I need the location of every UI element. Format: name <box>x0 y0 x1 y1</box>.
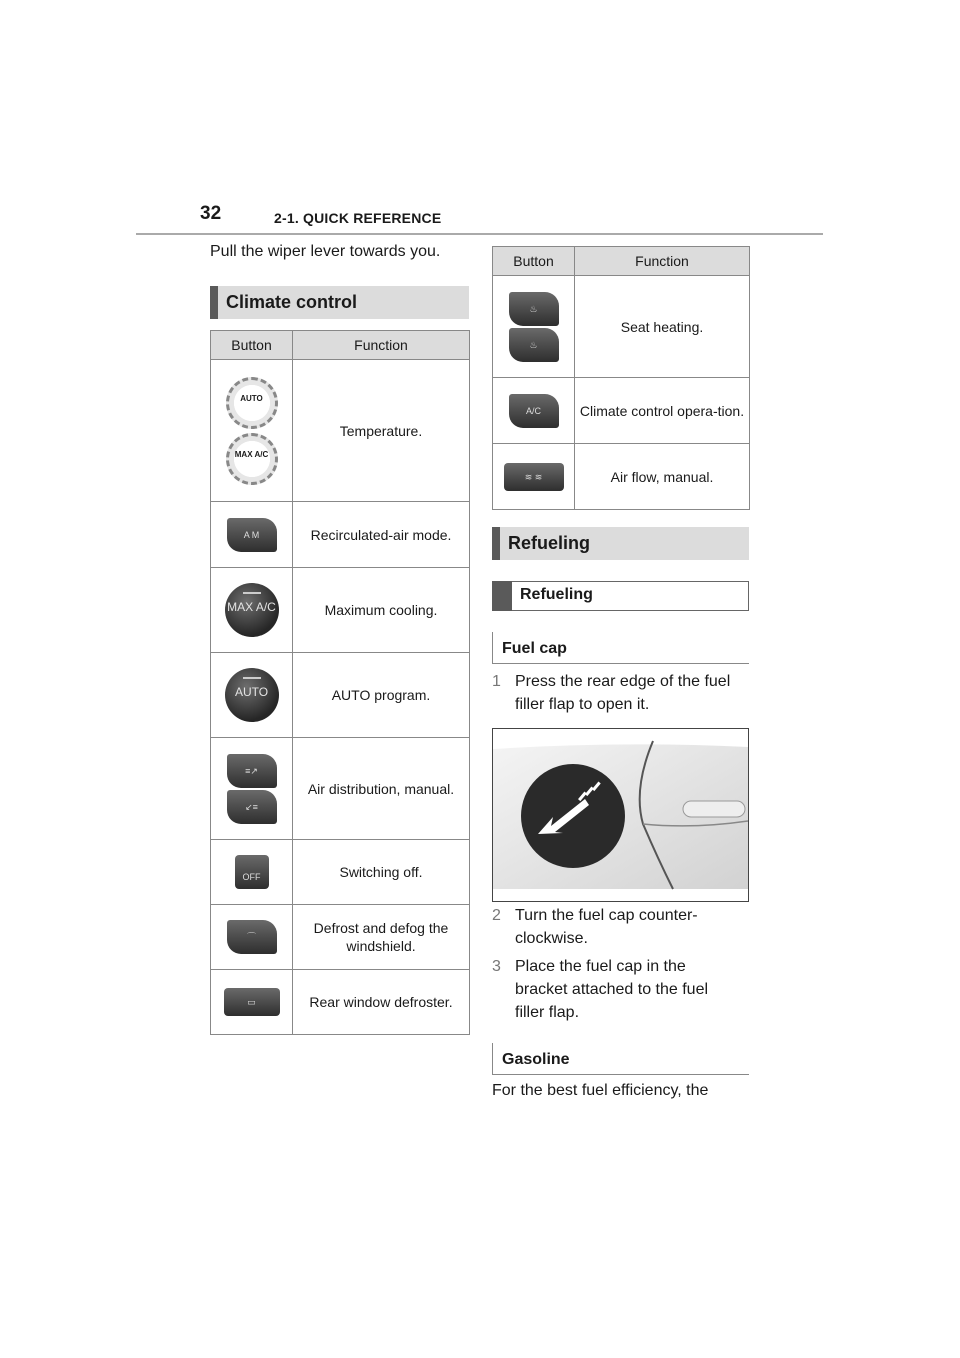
gasoline-heading <box>492 1043 749 1075</box>
refueling-heading-label: Refueling <box>508 533 591 553</box>
column-header-button: Button <box>211 331 293 360</box>
refueling-subheading-label: Refueling <box>520 586 593 603</box>
list-item <box>492 955 749 1025</box>
refueling-heading <box>492 527 749 560</box>
table-row <box>493 378 750 444</box>
table-row <box>211 502 470 568</box>
max-ac-knob-icon: MAX A/C <box>225 583 279 637</box>
function-text: Switching off. <box>293 840 470 905</box>
switch-off-button-icon: OFF <box>235 855 269 889</box>
air-distribution-icon: ≡↗ ↙≡ <box>211 738 293 840</box>
fuel-cap-heading-label: Fuel cap <box>502 640 567 657</box>
table-row <box>211 653 470 738</box>
fuel-flap-photo <box>492 728 749 902</box>
step-text: Turn the fuel cap counter-clockwise. <box>515 907 698 947</box>
function-text: Air flow, manual. <box>575 444 750 510</box>
list-item <box>492 904 749 954</box>
table-row <box>493 276 750 378</box>
function-text: Climate control opera-tion. <box>575 378 750 444</box>
table-row <box>211 905 470 970</box>
table-row <box>211 568 470 653</box>
climate-control-heading <box>210 286 469 319</box>
intro-text: Pull the wiper lever towards you. <box>210 243 441 260</box>
column-header-button: Button <box>493 247 575 276</box>
list-item <box>492 670 749 720</box>
auto-dial-icon: AUTO <box>226 377 278 429</box>
function-text: Recirculated-air mode. <box>293 502 470 568</box>
table-row <box>211 738 470 840</box>
table-row <box>211 360 470 502</box>
table-row <box>211 840 470 905</box>
section-title: 2-1. QUICK REFERENCE <box>274 210 442 226</box>
seat-climate-table <box>492 246 750 510</box>
gasoline-heading-label: Gasoline <box>502 1051 570 1068</box>
function-text: Rear window defroster. <box>293 970 470 1035</box>
function-text: Air distribution, manual. <box>293 738 470 840</box>
max-ac-dial-icon: MAX A/C <box>226 433 278 485</box>
defrost-icon: ⌒ <box>227 920 277 954</box>
refueling-subheading <box>492 581 749 611</box>
gasoline-text: For the best fuel efficiency, the <box>492 1082 709 1099</box>
header-divider <box>136 233 823 235</box>
seat-heating-icon: ♨ ♨ <box>493 276 575 378</box>
page-number: 32 <box>200 203 222 224</box>
step-text: Press the rear edge of the fuel filler flap to open it. <box>515 673 731 713</box>
function-text: Maximum cooling. <box>293 568 470 653</box>
temperature-dials <box>211 360 293 502</box>
table-row <box>211 970 470 1035</box>
fuel-cap-heading <box>492 632 749 664</box>
step-text: Place the fuel cap in the bracket attached to the fuel filler flap. <box>515 958 709 1021</box>
climate-control-heading-label: Climate control <box>226 292 358 312</box>
air-flow-button-icon: ≋ ≋ <box>504 463 564 491</box>
function-text: Temperature. <box>293 360 470 502</box>
rear-defroster-icon: ▭ <box>224 988 280 1016</box>
step-number: 3 <box>492 958 501 975</box>
function-text: Seat heating. <box>575 276 750 378</box>
table-row <box>493 444 750 510</box>
recirculation-button-icon: A M <box>227 518 277 552</box>
function-text: AUTO program. <box>293 653 470 738</box>
climate-control-table <box>210 330 470 1035</box>
step-number: 2 <box>492 907 501 924</box>
column-header-function: Function <box>293 331 470 360</box>
ac-button-icon: A/C <box>509 394 559 428</box>
auto-knob-icon: AUTO <box>225 668 279 722</box>
function-text: Defrost and defog the windshield. <box>293 905 470 970</box>
column-header-function: Function <box>575 247 750 276</box>
step-number: 1 <box>492 673 501 690</box>
